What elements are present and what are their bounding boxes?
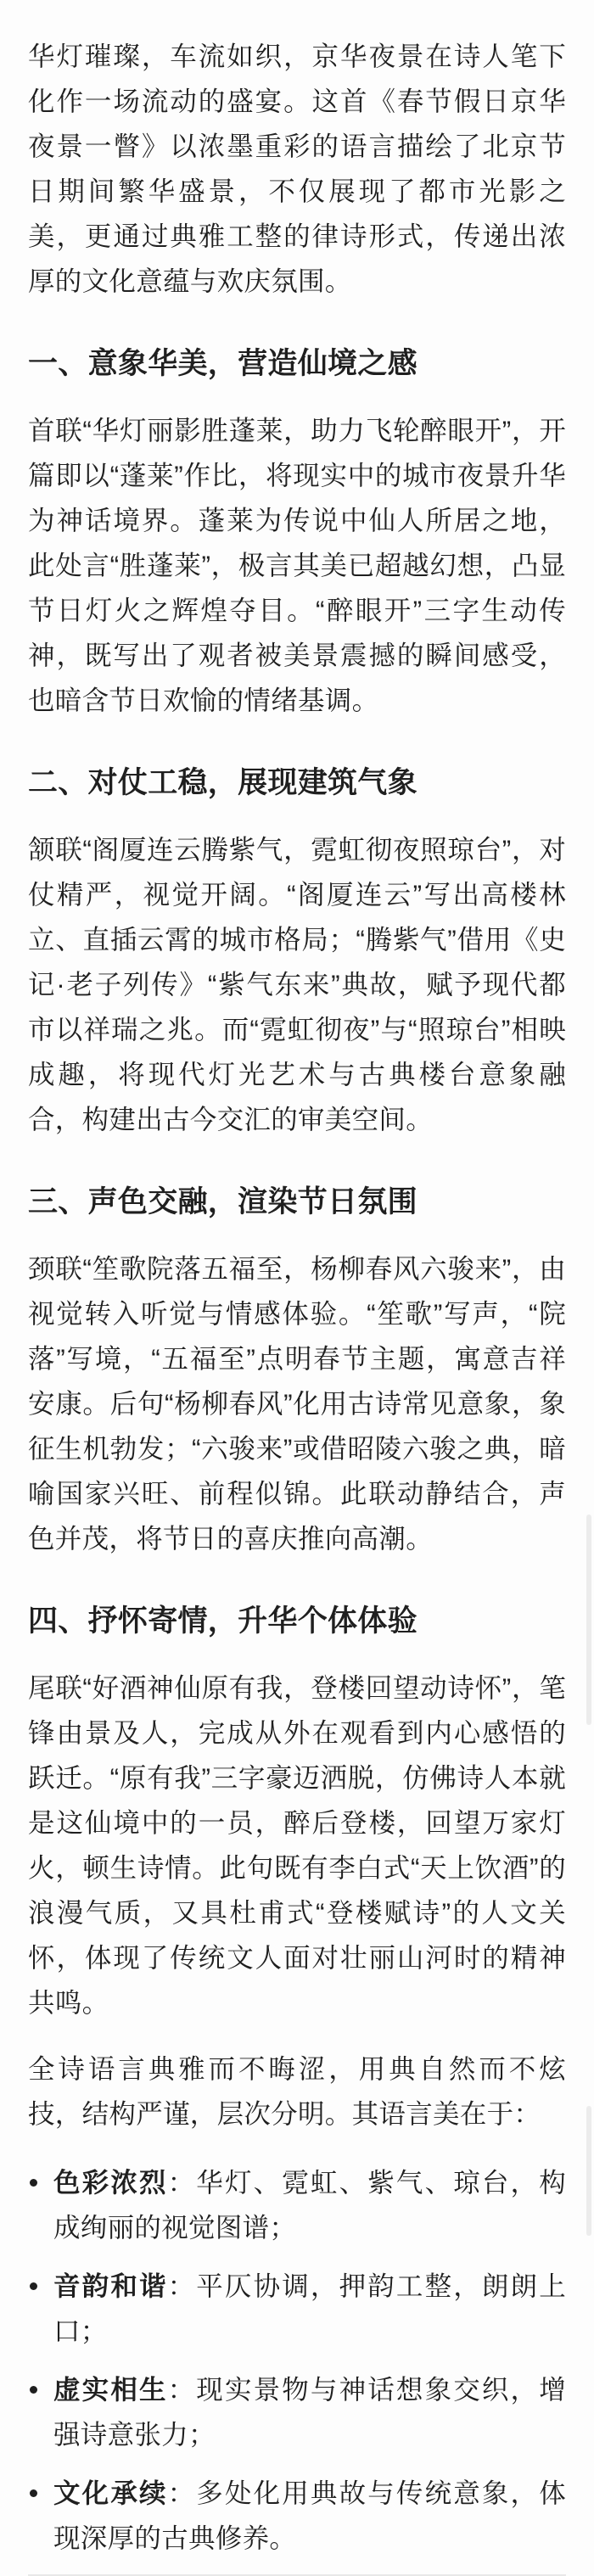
list-item	[28, 2160, 566, 2250]
list-item-text: ：平仄协调，押韵工整，朗朗上口；	[53, 2271, 567, 2346]
bullet-icon	[30, 2386, 37, 2394]
intro-paragraph: 华灯璀璨，车流如织，京华夜景在诗人笔下化作一场流动的盛宴。这首《春节假日京华夜景一瞥》以浓墨重彩的语言描绘了北京节日期间繁华盛景，不仅展现了都市光影之美，更通过典雅工整的律诗形式，传递出浓厚的文化意蕴与欢庆氛围。	[28, 41, 566, 296]
scrollbar-thumb-upper[interactable]	[586, 1515, 591, 1725]
list-item	[28, 2367, 566, 2457]
section-body-3: 颈联“笙歌院落五福至，杨柳春风六骏来”，由视觉转入听觉与情感体验。“笙歌”写声，“院落”写境，“五福至”点明春节主题，寓意吉祥安康。后句“杨柳春风”化用古诗常见意象，象征生机勃发；“六骏来”或借昭陵六骏之典，暗喻国家兴旺、前程似锦。此联动静结合，声色并茂，将节日的喜庆推向高潮。	[28, 1253, 566, 1554]
list-item-text: ：华灯、霓虹、紫气、琼台，构成绚丽的视觉图谱；	[53, 2167, 567, 2243]
list-item-label: 文化承续	[53, 2478, 168, 2508]
list-item	[28, 2471, 566, 2561]
section-heading-1: 一、意象华美，营造仙境之感	[28, 347, 417, 380]
bullet-icon	[30, 2489, 37, 2497]
section-parallelism	[28, 762, 566, 1142]
section-heading-4: 四、抒怀寄情，升华个体体验	[28, 1604, 417, 1638]
section-body-4: 尾联“好酒神仙原有我，登楼回望动诗怀”，笔锋由景及人，完成从外在观看到内心感悟的跃迁。“原有我”三字豪迈洒脱，仿佛诗人本就是这仙境中的一员，醉后登楼，回望万家灯火，顿生诗情。此句既有李白式“天上饮酒”的浪漫气质，又具杜甫式“登楼赋诗”的人文关怀，体现了传统文人面对壮丽山河时的精神共鸣。	[28, 1672, 566, 2018]
section-heading-3: 三、声色交融，渲染节日氛围	[28, 1185, 417, 1218]
bullet-icon	[30, 2179, 37, 2187]
summary-paragraph: 全诗语言典雅而不晦涩，用典自然而不炫技，结构严谨，层次分明。其语言美在于：	[28, 2053, 566, 2129]
list-item-label: 色彩浓烈	[53, 2167, 168, 2198]
list-item	[28, 2264, 566, 2354]
list-item-text: ：多处化用典故与传统意象，体现深厚的古典修养。	[53, 2478, 567, 2553]
section-emotion	[28, 1600, 566, 2025]
section-body-1: 首联“华灯丽影胜蓬莱，助力飞轮醉眼开”，开篇即以“蓬莱”作比，将现实中的城市夜景升华为神话境界。蓬莱为传说中仙人所居之地，此处言“胜蓬莱”，极言其美已超越幻想，凸显节日灯火之辉煌夺目。“醉眼开”三字生动传神，既写出了观者被美景震撼的瞬间感受，也暗含节日欢愉的情绪基调。	[28, 415, 566, 715]
language-beauty-list	[28, 2160, 566, 2561]
section-sound-color	[28, 1181, 566, 1561]
section-heading-2: 二、对仗工稳，展现建筑气象	[28, 766, 417, 799]
bullet-icon	[30, 2282, 37, 2290]
section-imagery	[28, 343, 566, 723]
list-item-label: 音韵和谐	[53, 2271, 168, 2301]
list-item-text: ：现实景物与神话想象交织，增强诗意张力；	[53, 2374, 567, 2450]
scrollbar-thumb-lower[interactable]	[586, 2106, 591, 2236]
list-item-label: 虚实相生	[53, 2374, 168, 2405]
section-body-2: 颔联“阁厦连云腾紫气，霓虹彻夜照琼台”，对仗精严，视觉开阔。“阁厦连云”写出高楼林立、直插云霄的城市格局；“腾紫气”借用《史记·老子列传》“紫气东来”典故，赋予现代都市以祥瑞之兆。而“霓虹彻夜”与“照琼台”相映成趣，将现代灯光艺术与古典楼台意象融合，构建出古今交汇的审美空间。	[28, 834, 566, 1134]
